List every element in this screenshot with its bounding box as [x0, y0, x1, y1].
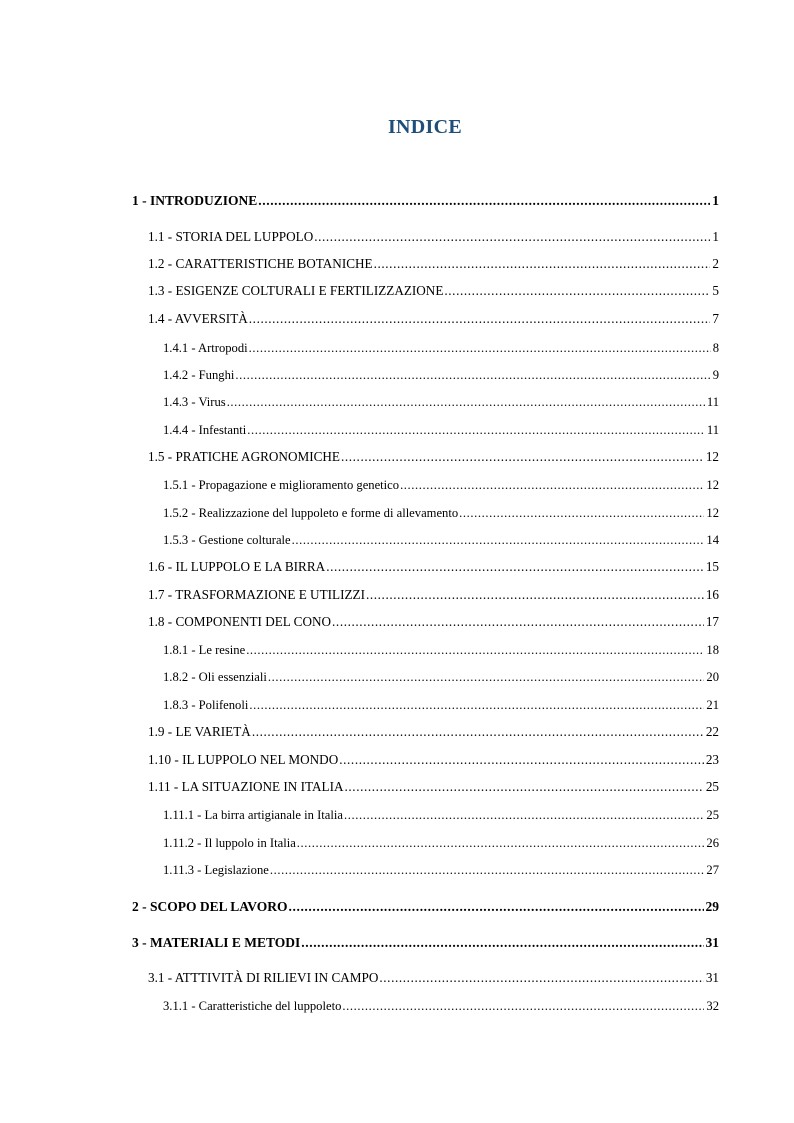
toc-dot-leader — [249, 340, 711, 356]
toc-dot-leader — [249, 311, 711, 327]
toc-entry-label: 1.1 - STORIA DEL LUPPOLO — [148, 229, 314, 244]
toc-entry-page-number: 1 — [712, 193, 719, 208]
toc-entry[interactable] — [148, 779, 719, 795]
toc-entry-label: 1.11 - LA SITUAZIONE IN ITALIA — [148, 779, 344, 794]
toc-entry-page-number: 2 — [712, 256, 719, 271]
toc-entry[interactable] — [148, 559, 719, 575]
toc-dot-leader — [258, 193, 710, 209]
toc-entry-page-number: 22 — [705, 724, 719, 739]
toc-entry-label: 1.8.1 - Le resine — [163, 643, 246, 657]
toc-entry-label: 1.4.2 - Funghi — [163, 368, 235, 382]
toc-dot-leader — [332, 614, 704, 630]
toc-dot-leader — [292, 532, 705, 548]
toc-entry-label: 1.2 - CARATTERISTICHE BOTANICHE — [148, 256, 373, 271]
toc-entry[interactable] — [148, 311, 719, 327]
toc-entry-label: 1.5.1 - Propagazione e miglioramento genetico — [163, 478, 400, 492]
toc-entry-page-number: 1 — [712, 229, 719, 244]
toc-entry-page-number: 29 — [705, 899, 719, 914]
toc-entry-page-number: 16 — [705, 587, 719, 602]
toc-dot-leader — [297, 835, 705, 851]
toc-dot-leader — [326, 559, 704, 575]
toc-entry[interactable] — [163, 642, 719, 658]
toc-entry-page-number: 5 — [712, 283, 719, 298]
toc-entry[interactable] — [163, 998, 719, 1014]
toc-entry-label: 1.4 - AVVERSITÀ — [148, 311, 248, 326]
toc-entry-label: 1.9 - LE VARIETÀ — [148, 724, 251, 739]
toc-entry-label: 2 - SCOPO DEL LAVORO — [132, 899, 288, 914]
toc-dot-leader — [366, 587, 704, 603]
toc-entry-page-number: 11 — [706, 423, 719, 437]
toc-entry-label: 1.4.4 - Infestanti — [163, 423, 247, 437]
toc-dot-leader — [345, 779, 704, 795]
toc-entry-page-number: 20 — [706, 670, 719, 684]
toc-entry-page-number: 17 — [705, 614, 719, 629]
toc-entry[interactable] — [148, 449, 719, 465]
toc-entry-label: 1.5.2 - Realizzazione del luppoleto e forme di allevamento — [163, 506, 459, 520]
toc-entry-page-number: 12 — [706, 506, 719, 520]
toc-dot-leader — [270, 862, 705, 878]
toc-entry-page-number: 27 — [706, 863, 719, 877]
toc-entry[interactable] — [132, 935, 719, 951]
page-title: INDICE — [387, 116, 463, 138]
toc-entry-page-number: 31 — [705, 935, 719, 950]
toc-dot-leader — [227, 394, 705, 410]
toc-entry-label: 1.8.3 - Polifenoli — [163, 698, 249, 712]
toc-entry-page-number: 7 — [712, 311, 719, 326]
toc-entry[interactable] — [163, 367, 719, 383]
toc-dot-leader — [400, 477, 704, 493]
toc-dot-leader — [235, 367, 710, 383]
toc-entry-label: 1.7 - TRASFORMAZIONE E UTILIZZI — [148, 587, 365, 602]
toc-entry-label: 1.8 - COMPONENTI DEL CONO — [148, 614, 332, 629]
toc-entry-label: 3.1 - ATTTIVITÀ DI RILIEVI IN CAMPO — [148, 970, 379, 985]
toc-dot-leader — [379, 970, 703, 986]
toc-dot-leader — [342, 998, 704, 1014]
toc-entry[interactable] — [163, 477, 719, 493]
toc-entry[interactable] — [163, 532, 719, 548]
toc-entry-page-number: 25 — [705, 779, 719, 794]
toc-dot-leader — [444, 283, 710, 299]
toc-entry-label: 1.4.3 - Virus — [163, 395, 226, 409]
toc-dot-leader — [249, 697, 704, 713]
toc-entry-label: 3.1.1 - Caratteristiche del luppoleto — [163, 999, 342, 1013]
toc-entry-label: 1.3 - ESIGENZE COLTURALI E FERTILIZZAZIONE — [148, 283, 444, 298]
toc-dot-leader — [268, 669, 705, 685]
toc-entry-label: 1.5.3 - Gestione colturale — [163, 533, 291, 547]
toc-dot-leader — [246, 642, 704, 658]
toc-entry-page-number: 14 — [706, 533, 719, 547]
toc-entry-label: 1.5 - PRATICHE AGRONOMICHE — [148, 449, 340, 464]
toc-entry-label: 1.10 - IL LUPPOLO NEL MONDO — [148, 752, 339, 767]
toc-entry-page-number: 26 — [706, 836, 719, 850]
toc-entry[interactable] — [163, 340, 719, 356]
toc-entry-label: 1.11.2 - Il luppolo in Italia — [163, 836, 296, 850]
toc-entry[interactable] — [163, 505, 719, 521]
toc-entry[interactable] — [163, 807, 719, 823]
toc-entry-page-number: 12 — [706, 478, 719, 492]
toc-entry-label: 3 - MATERIALI E METODI — [132, 935, 301, 950]
toc-entry-page-number: 9 — [712, 368, 719, 382]
toc-dot-leader — [314, 229, 710, 245]
toc-entry-page-number: 32 — [706, 999, 719, 1013]
toc-dot-leader — [341, 449, 704, 465]
toc-entry-label: 1 - INTRODUZIONE — [132, 193, 258, 208]
toc-entry[interactable] — [132, 193, 719, 209]
toc-dot-leader — [339, 752, 704, 768]
toc-entry-label: 1.11.1 - La birra artigianale in Italia — [163, 808, 343, 822]
toc-entry[interactable] — [163, 422, 719, 438]
toc-entry-page-number: 11 — [706, 395, 719, 409]
toc-entry[interactable] — [163, 862, 719, 878]
toc-entry-page-number: 21 — [706, 698, 719, 712]
toc-entry-page-number: 25 — [706, 808, 719, 822]
toc-entry[interactable] — [148, 614, 719, 630]
toc-dot-leader — [289, 899, 704, 915]
toc-entry[interactable] — [132, 899, 719, 915]
toc-entry[interactable] — [163, 669, 719, 685]
toc-entry-label: 1.4.1 - Artropodi — [163, 341, 248, 355]
toc-entry[interactable] — [148, 229, 719, 245]
toc-entry[interactable] — [163, 697, 719, 713]
toc-entry[interactable] — [163, 394, 719, 410]
toc-dot-leader — [252, 724, 704, 740]
toc-entry[interactable] — [148, 752, 719, 768]
toc-entry[interactable] — [148, 283, 719, 299]
toc-entry-page-number: 23 — [705, 752, 719, 767]
toc-entry-label: 1.11.3 - Legislazione — [163, 863, 269, 877]
toc-entry[interactable] — [148, 724, 719, 740]
toc-entry[interactable] — [148, 970, 719, 986]
toc-dot-leader — [247, 422, 705, 438]
toc-dot-leader — [301, 935, 703, 951]
toc-dot-leader — [344, 807, 704, 823]
toc-dot-leader — [459, 505, 704, 521]
toc-entry[interactable] — [148, 256, 719, 272]
toc-entry[interactable] — [163, 835, 719, 851]
toc-entry-page-number: 31 — [705, 970, 719, 985]
toc-dot-leader — [374, 256, 711, 272]
toc-entry-page-number: 18 — [706, 643, 719, 657]
toc-entry-label: 1.8.2 - Oli essenziali — [163, 670, 267, 684]
toc-entry-label: 1.6 - IL LUPPOLO E LA BIRRA — [148, 559, 326, 574]
toc-entry[interactable] — [148, 587, 719, 603]
toc-entry-page-number: 15 — [705, 559, 719, 574]
toc-entry-page-number: 12 — [705, 449, 719, 464]
toc-entry-page-number: 8 — [712, 341, 719, 355]
